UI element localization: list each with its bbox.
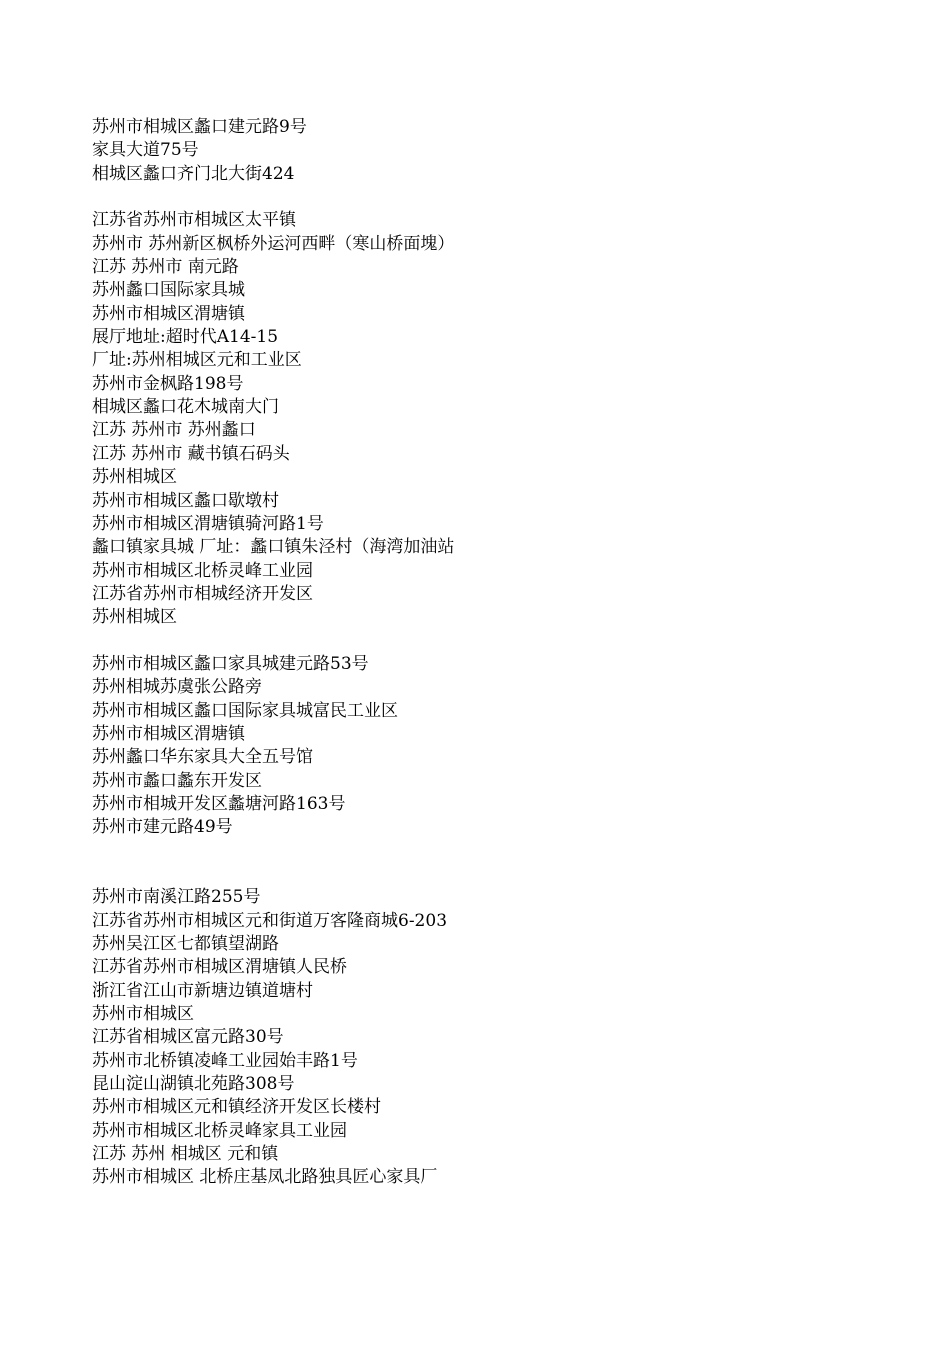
address-line: 苏州蠡口华东家具大全五号馆 <box>92 747 313 768</box>
address-line: 苏州市金枫路198号 <box>92 373 244 394</box>
address-line: 苏州市相城区蠡口歇墩村 <box>92 490 279 511</box>
address-line: 家具大道75号 <box>92 140 199 161</box>
address-line: 江苏省相城区富元路30号 <box>92 1027 284 1048</box>
address-line: 江苏 苏州市 藏书镇石码头 <box>92 443 290 464</box>
address-line: 江苏省苏州市相城经济开发区 <box>92 583 313 604</box>
address-line: 苏州相城区 <box>92 607 177 628</box>
address-line: 苏州蠡口国际家具城 <box>92 280 245 301</box>
address-line: 苏州市相城区北桥灵峰家具工业园 <box>92 1120 347 1141</box>
address-line: 江苏 苏州 相城区 元和镇 <box>92 1144 279 1165</box>
address-line: 苏州市相城区蠡口国际家具城富民工业区 <box>92 700 398 721</box>
address-line: 厂址:苏州相城区元和工业区 <box>92 350 302 371</box>
address-line: 苏州市相城区 <box>92 1004 194 1025</box>
address-line: 相城区蠡口齐门北大街424 <box>92 163 295 184</box>
address-line <box>92 863 912 886</box>
address-line: 苏州相城苏虞张公路旁 <box>92 677 262 698</box>
address-line: 苏州吴江区七都镇望湖路 <box>92 934 279 955</box>
address-line: 苏州市南溪江路255号 <box>92 887 261 908</box>
address-line: 苏州市相城开发区蠡塘河路163号 <box>92 793 346 814</box>
address-line: 苏州市蠡口蠡东开发区 <box>92 770 262 791</box>
address-line: 苏州市相城区渭塘镇 <box>92 723 245 744</box>
address-line: 苏州市相城区 北桥庄基凤北路独具匠心家具厂 <box>92 1167 438 1188</box>
address-line: 苏州市相城区渭塘镇骑河路1号 <box>92 513 324 534</box>
address-line: 苏州市北桥镇凌峰工业园始丰路1号 <box>92 1050 358 1071</box>
address-line: 江苏省苏州市相城区太平镇 <box>92 210 296 231</box>
address-line: 相城区蠡口花木城南大门 <box>92 397 279 418</box>
address-line <box>92 630 912 653</box>
address-list <box>92 116 912 1190</box>
address-line <box>92 186 912 209</box>
address-line: 江苏省苏州市相城区渭塘镇人民桥 <box>92 957 347 978</box>
address-line: 昆山淀山湖镇北苑路308号 <box>92 1074 295 1095</box>
address-line: 江苏 苏州市 南元路 <box>92 257 239 278</box>
address-line: 展厅地址:超时代A14-15 <box>92 327 279 348</box>
address-line: 苏州市 苏州新区枫桥外运河西畔（寒山桥面塊） <box>92 233 455 254</box>
address-line: 苏州市相城区蠡口家具城建元路53号 <box>92 653 369 674</box>
address-line: 浙江省江山市新塘边镇道塘村 <box>92 980 313 1001</box>
address-line: 苏州市建元路49号 <box>92 817 233 838</box>
address-line: 江苏 苏州市 苏州蠡口 <box>92 420 256 441</box>
address-line <box>92 840 912 863</box>
address-line: 苏州市相城区元和镇经济开发区长楼村 <box>92 1097 381 1118</box>
address-line: 苏州市相城区北桥灵峰工业园 <box>92 560 313 581</box>
address-line: 江苏省苏州市相城区元和街道万客隆商城6-203 <box>92 910 448 931</box>
address-line: 苏州相城区 <box>92 467 177 488</box>
address-line: 苏州市相城区蠡口建元路9号 <box>92 117 307 137</box>
address-line: 苏州市相城区渭塘镇 <box>92 303 245 324</box>
address-line: 蠡口镇家具城 厂址：蠡口镇朱泾村（海湾加油站 <box>92 537 455 558</box>
